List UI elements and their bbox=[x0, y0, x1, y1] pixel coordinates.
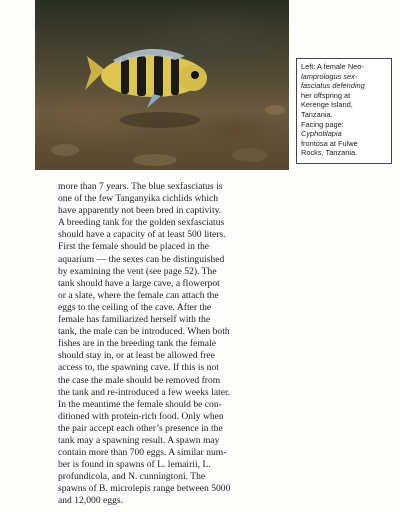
text-line: the pair accept each other’s presence in the bbox=[58, 422, 223, 434]
caption-line: lamprologus sex- bbox=[301, 71, 358, 81]
text-line: or a slate, where the female can attach the bbox=[58, 289, 219, 301]
text-line: should stay in, or at least be allowed free bbox=[58, 350, 215, 362]
text-line: the case the male should be removed from bbox=[58, 374, 221, 386]
photo-caption bbox=[296, 58, 392, 164]
text-line: profundicola, and N. cunningtoni. The bbox=[58, 471, 206, 483]
caption-line: fasciatus defending bbox=[301, 81, 365, 91]
text-line: tank may a spawning result. A spawn may bbox=[58, 434, 220, 446]
text-line: more than 7 years. The blue sexfasciatus is bbox=[58, 181, 223, 192]
text-line: the tank and re-introduced a few weeks later. bbox=[58, 386, 231, 398]
text-line: First the female should be placed in the bbox=[58, 241, 210, 253]
text-line: eggs to the ceiling of the cave. After the bbox=[58, 301, 212, 313]
text-line: contain more than 700 eggs. A similar num- bbox=[58, 447, 227, 459]
text-line: by examining the vent (see page 52). The bbox=[58, 265, 217, 277]
text-line: female has familiarized herself with the bbox=[58, 314, 211, 326]
caption-line: Cyphotilapia bbox=[301, 129, 342, 139]
caption-line: her offspring at bbox=[301, 90, 351, 100]
caption-line: Rocks, Tanzania. bbox=[301, 148, 358, 158]
text-line: should have a capacity of at least 500 liters. bbox=[58, 229, 226, 241]
text-line: In the meantime the female should be con- bbox=[58, 398, 222, 410]
caption-line: frontosa at Fulwe bbox=[301, 138, 358, 148]
text-line: tank, the male can be introduced. When both bbox=[58, 326, 230, 338]
text-line: access to, the spawning cave. If this is not bbox=[58, 362, 219, 374]
caption-line: Kerenge Island, bbox=[301, 100, 353, 110]
body-text bbox=[58, 181, 291, 508]
fish-illustration bbox=[35, 0, 289, 170]
caption-line: Tanzania. bbox=[301, 109, 333, 119]
text-line: and 12,000 eggs. bbox=[58, 495, 124, 507]
text-line: one of the few Tanganyika cichlids which bbox=[58, 193, 219, 205]
caption-line: Left: A female Neo- bbox=[301, 62, 364, 71]
text-line: have apparently not been bred in captivity. bbox=[58, 205, 222, 217]
fish-photo bbox=[35, 0, 289, 170]
text-line: aquarium — the sexes can be distinguished bbox=[58, 253, 225, 265]
text-line: A breeding tank for the golden sexfasciatus bbox=[58, 217, 225, 229]
text-line: ditioned with protein-rich food. Only when bbox=[58, 410, 224, 422]
text-line: tank should have a large cave, a flowerpot bbox=[58, 277, 220, 289]
text-line: fishes are in the breeding tank the female bbox=[58, 338, 216, 350]
text-line: ber is found in spawns of L. lemairii, L. bbox=[58, 459, 211, 471]
text-line: spawns of B. microlepis range between 5000 bbox=[58, 483, 231, 495]
caption-line: Facing page: bbox=[301, 119, 344, 129]
